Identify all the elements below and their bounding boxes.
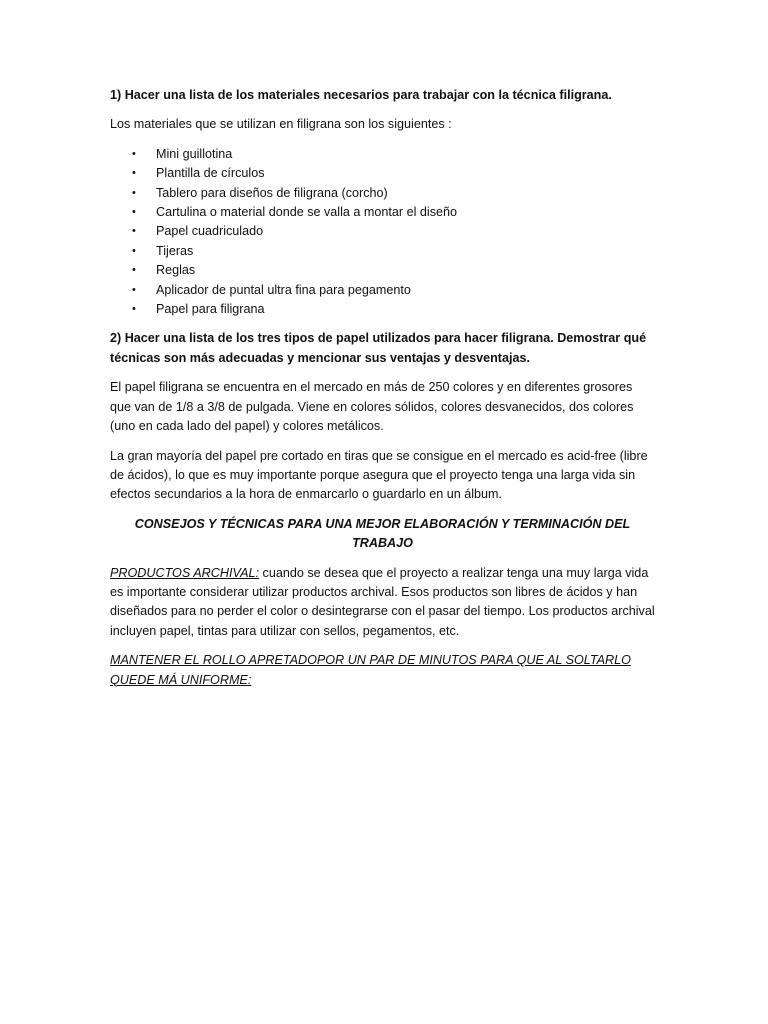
archival-label: PRODUCTOS ARCHIVAL: <box>110 565 260 580</box>
paragraph-colors: El papel filigrana se encuentra en el mercado en más de 250 colores y en diferentes grosores que van de 1/8 a 3/8 de pulgada. Viene en colores sólidos, colores desvanecidos, dos colores (uno en cada lado del papel) y colores metálicos. <box>110 380 634 434</box>
bullet-icon: • <box>132 206 136 219</box>
bullet-icon: • <box>132 303 136 316</box>
paragraph-acid-free: La gran mayoría del papel pre cortado en tiras que se consigue en el mercado es acid-free (libre de ácidos), lo que es muy importante porque asegura que el proyecto tenga una larga vida sin efectos secundarios a la hora de enmarcarlo o guardarlo en un álbum. <box>110 448 648 502</box>
list-item-text: Papel cuadriculado <box>156 224 264 239</box>
bullet-icon: • <box>132 244 136 257</box>
question-1: 1) Hacer una lista de los materiales necesarios para trabajar con la técnica filigrana. <box>110 88 612 102</box>
materials-list <box>110 145 655 320</box>
list-item-text: Aplicador de puntal ultra fina para pegamento <box>156 282 411 297</box>
bullet-icon: • <box>132 167 136 180</box>
list-item-text: Cartulina o material donde se valla a montar el diseño <box>156 205 458 220</box>
list-item <box>110 203 655 222</box>
materials-intro: Los materiales que se utilizan en filigrana son los siguientes : <box>110 117 452 132</box>
archival-text: cuando se desea que el proyecto a realizar tenga una muy larga vida es importante considerar utilizar productos archival. Esos productos son libres de ácidos y han diseñados para no perder el color o desintegrarse con el pasar del tiempo. Los productos archival incluyen papel, tintas para utilizar con sellos, pegamentos, etc. <box>110 565 655 638</box>
list-item <box>110 222 655 241</box>
bullet-icon: • <box>132 186 136 199</box>
list-item-text: Mini guillotina <box>156 146 233 161</box>
question-2: 2) Hacer una lista de los tres tipos de papel utilizados para hacer filigrana. Demostrar qué técnicas son más adecuadas y mencionar sus ventajas y desventajas. <box>110 331 647 365</box>
list-item-text: Tablero para diseños de filigrana (corcho) <box>156 185 388 200</box>
list-item <box>110 184 655 203</box>
list-item <box>110 145 655 164</box>
list-item <box>110 242 655 261</box>
list-item-text: Tijeras <box>156 243 194 258</box>
list-item <box>110 164 655 183</box>
list-item-text: Papel para filigrana <box>156 302 265 317</box>
paragraph-archival <box>110 564 655 642</box>
final-heading: MANTENER EL ROLLO APRETADOPOR UN PAR DE MINUTOS PARA QUE AL SOLTARLO QUEDE MÁ UNIFORME: <box>110 653 631 687</box>
bullet-icon: • <box>132 147 136 160</box>
list-item-text: Reglas <box>156 263 196 278</box>
list-item <box>110 261 655 280</box>
bullet-icon: • <box>132 225 136 238</box>
bullet-icon: • <box>132 283 136 296</box>
bullet-icon: • <box>132 264 136 277</box>
list-item <box>110 300 655 319</box>
list-item <box>110 281 655 300</box>
section-title: CONSEJOS Y TÉCNICAS PARA UNA MEJOR ELABORACIÓN Y TERMINACIÓN DEL TRABAJO <box>134 516 631 551</box>
document-page <box>110 86 655 700</box>
list-item-text: Plantilla de círculos <box>156 166 265 181</box>
